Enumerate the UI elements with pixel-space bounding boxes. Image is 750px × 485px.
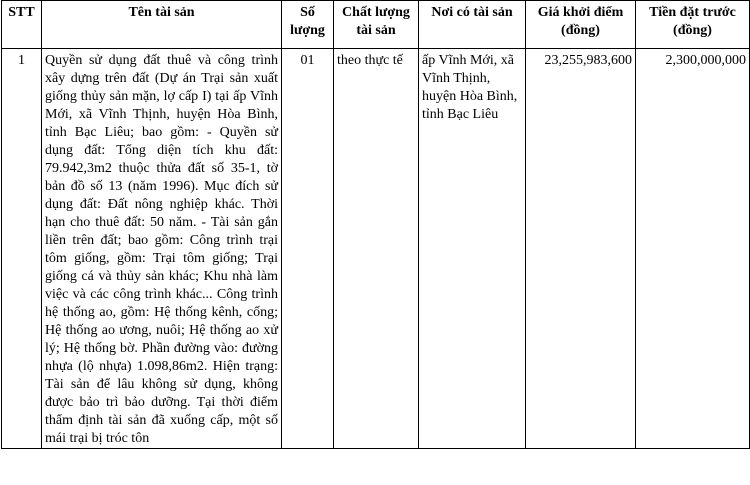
- header-deposit: Tiền đặt trước (đồng): [636, 1, 750, 49]
- cell-quality: theo thực tế: [334, 49, 419, 449]
- table-row: [2, 49, 750, 449]
- cell-start-price: 23,255,983,600: [526, 49, 636, 449]
- header-start-price: Giá khởi điểm (đồng): [526, 1, 636, 49]
- asset-table: [1, 0, 750, 449]
- cell-asset-name: Quyền sử dụng đất thuê và công trình xây dựng trên đất (Dự án Trại sản xuất giống thủy sản mặn, lợ cấp I) tại ấp Vĩnh Mới, xã Vĩnh Thịnh, huyện Hòa Bình, tỉnh Bạc Liêu; bao gồm: - Quyền sử dụng đất: Tổng diện tích khu đất: 79.942,3m2 thuộc thửa đất số 35-1, tờ bản đồ số 13 (năm 1996). Mục đích sử dụng đất: Đất nông nghiệp khác. Thời hạn cho thuê đất: 50 năm. - Tài sản gắn liền trên đất; bao gồm: Công trình trại tôm giống, gồm: Trại tôm giống; Trại giống cá và thủy sản khác; Khu nhà làm việc và các công trình khác... Công trình hệ thống ao, gồm: Hệ thống kênh, cống; Hệ thống ao ương, nuôi; Hệ thống ao xử lý; Hệ thống bờ. Phần đường vào: đường nhựa (lộ nhựa) 1.098,86m2. Hiện trạng: Tài sản để lâu không sử dụng, không được bảo trì bảo dưỡng. Tại thời điểm thẩm định tài sản đã xuống cấp, một số mái trại bị tróc tôn: [42, 49, 282, 449]
- header-quality: Chất lượng tài sản: [334, 1, 419, 49]
- cell-quantity: 01: [282, 49, 334, 449]
- header-row: [2, 1, 750, 49]
- cell-location: ấp Vĩnh Mới, xã Vĩnh Thịnh, huyện Hòa Bình, tỉnh Bạc Liêu: [419, 49, 526, 449]
- header-stt: STT: [2, 1, 42, 49]
- header-location: Nơi có tài sản: [419, 1, 526, 49]
- header-asset-name: Tên tài sản: [42, 1, 282, 49]
- header-quantity: Số lượng: [282, 1, 334, 49]
- cell-stt: 1: [2, 49, 42, 449]
- cell-deposit: 2,300,000,000: [636, 49, 750, 449]
